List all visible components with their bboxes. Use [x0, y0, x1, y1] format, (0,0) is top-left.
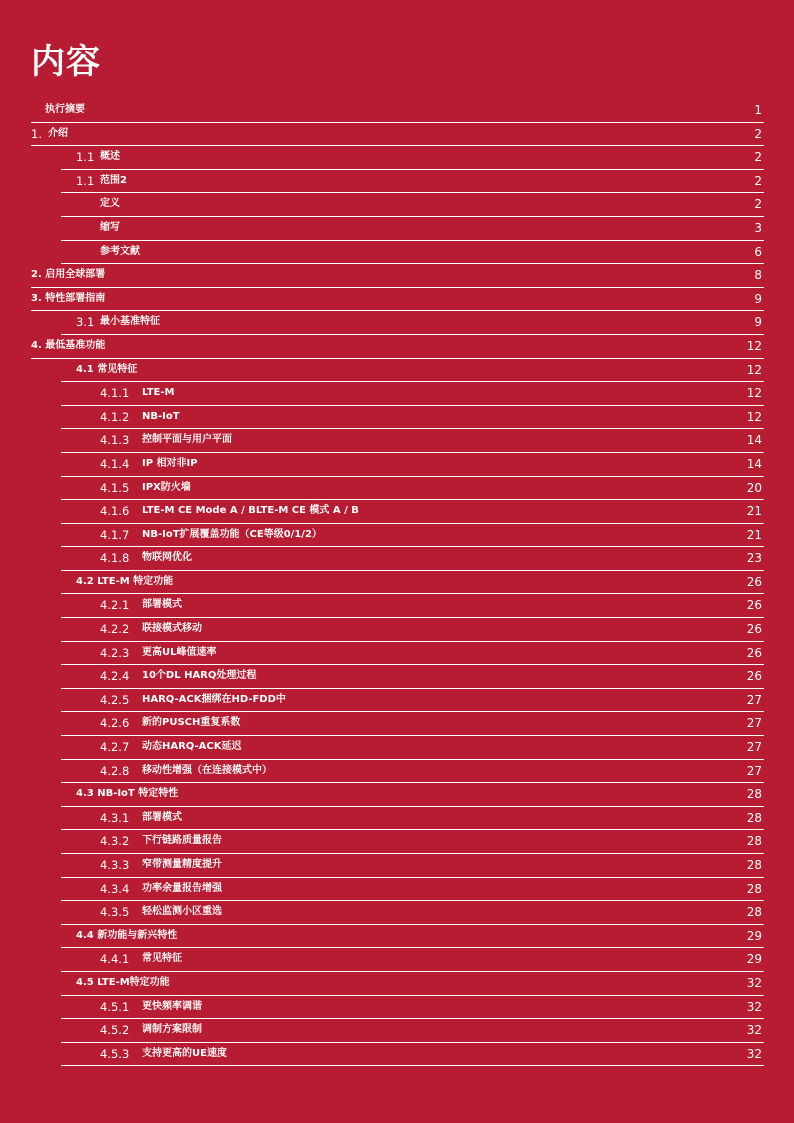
toc-entry-page: 12	[746, 409, 762, 424]
toc-entry-number: 4.1.3	[100, 433, 130, 448]
toc-entry-number: 4.3.2	[100, 834, 130, 849]
toc-entry-page: 28	[746, 834, 762, 849]
toc-entry[interactable]	[61, 665, 764, 689]
toc-entry-label: 4.1 常见特征	[76, 363, 138, 375]
toc-entry-number: 4.2.6	[100, 716, 130, 731]
toc-entry-page: 32	[746, 1023, 762, 1038]
toc-entry-number: 4.3.4	[100, 881, 130, 896]
toc-entry[interactable]	[61, 1043, 764, 1067]
toc-entry-label: 移动性增强（在连接模式中）	[142, 764, 272, 776]
toc-entry-label: 新的PUSCH重复系数	[142, 717, 241, 729]
toc-entry[interactable]	[61, 807, 764, 831]
toc-entry[interactable]	[61, 901, 764, 925]
toc-entry-label: 物联网优化	[142, 552, 192, 564]
toc-entry-label: 缩写	[100, 221, 120, 233]
toc-entry-page: 27	[746, 716, 762, 731]
toc-entry-label: 更高UL峰值速率	[142, 646, 217, 658]
toc-entry-label: 更快频率调谐	[142, 1000, 202, 1012]
toc-entry-label: HARQ-ACK捆绑在HD-FDD中	[142, 693, 286, 705]
toc-entry[interactable]	[61, 241, 764, 265]
toc-entry-number: 4.1.2	[100, 409, 130, 424]
toc-entry-label: 最小基准特征	[100, 316, 160, 328]
toc-entry-label: IP 相对非IP	[142, 457, 198, 469]
toc-entry-label: 概述	[100, 151, 120, 163]
toc-entry-label: LTE-M	[142, 387, 175, 399]
toc-entry-page: 2	[754, 126, 762, 141]
toc-entry[interactable]	[61, 878, 764, 902]
toc-entry[interactable]	[61, 406, 764, 430]
toc-entry-page: 26	[746, 645, 762, 660]
toc-entry-page: 27	[746, 740, 762, 755]
toc-entry-page: 26	[746, 598, 762, 613]
toc-entry-number: 4.5.3	[100, 1046, 130, 1061]
toc-entry[interactable]	[61, 712, 764, 736]
toc-entry[interactable]	[61, 453, 764, 477]
toc-entry-number: 4.2.5	[100, 692, 130, 707]
toc-entry-label: 常见特征	[142, 953, 182, 965]
toc-entry-page: 6	[754, 244, 762, 259]
toc-entry-label: 执行摘要	[45, 104, 85, 115]
toc-entry[interactable]	[61, 429, 764, 453]
toc-entry-label: 联接模式移动	[142, 623, 202, 635]
toc-entry-page: 28	[746, 858, 762, 872]
toc-entry[interactable]	[61, 547, 764, 571]
toc-entry-page: 8	[754, 268, 762, 283]
toc-entry-page: 29	[746, 928, 762, 943]
toc-entry-page: 27	[746, 763, 762, 778]
toc-entry-number: 4.1.4	[100, 456, 130, 471]
page-title: 内容	[31, 42, 101, 82]
toc-entry[interactable]	[61, 477, 764, 501]
toc-entry-label: 窄带测量精度提升	[142, 859, 222, 870]
toc-entry-number: 4.3.5	[100, 905, 130, 920]
toc-entry-label: LTE-M CE Mode A / BLTE-M CE 模式 A / B	[142, 505, 359, 517]
toc-entry-page: 28	[746, 810, 762, 825]
toc-entry-label: 4.2 LTE-M 特定功能	[76, 575, 174, 587]
toc-entry-label: 功率余量报告增强	[142, 882, 222, 894]
toc-entry[interactable]	[61, 170, 764, 194]
toc-entry-page: 3	[754, 220, 762, 235]
toc-entry-label: 2. 启用全球部署	[31, 269, 106, 281]
toc-entry-label: 4.3 NB-IoT 特定特性	[76, 788, 179, 800]
toc-entry-page: 12	[746, 386, 762, 401]
toc-entry-label: IPX防火墙	[142, 481, 191, 493]
toc-entry[interactable]	[61, 524, 764, 548]
toc-entry-number: 4.2.7	[100, 740, 130, 755]
toc-entry[interactable]	[61, 760, 764, 784]
toc-entry-number: 1.	[31, 126, 42, 141]
table-of-contents	[31, 99, 764, 1066]
toc-entry-label: 部署模式	[142, 811, 182, 823]
toc-entry-label: 定义	[100, 198, 120, 210]
toc-entry-number: 4.3.1	[100, 810, 130, 825]
toc-entry-page: 14	[746, 433, 762, 448]
toc-entry-label: 4. 最低基准功能	[31, 339, 106, 351]
toc-entry[interactable]	[31, 335, 764, 359]
toc-entry-label: NB-IoT扩展覆盖功能（CE等级0/1/2）	[142, 528, 322, 540]
toc-entry-label: NB-IoT	[142, 410, 180, 422]
toc-entry[interactable]	[61, 925, 764, 949]
toc-entry-number: 4.1.6	[100, 504, 130, 519]
toc-entry-page: 32	[746, 999, 762, 1014]
toc-entry-label: 参考文献	[100, 245, 140, 257]
toc-entry-number: 4.1.5	[100, 480, 130, 495]
toc-entry-page: 12	[746, 338, 762, 353]
toc-entry-label: 动态HARQ-ACK延迟	[142, 741, 242, 753]
toc-entry[interactable]	[61, 146, 764, 170]
toc-entry-page: 28	[746, 881, 762, 896]
toc-entry[interactable]	[61, 594, 764, 618]
toc-entry-label: 4.4 新功能与新兴特性	[76, 929, 178, 941]
toc-entry-label: 4.5 LTE-M特定功能	[76, 976, 170, 988]
toc-entry-page: 28	[746, 787, 762, 802]
toc-entry[interactable]	[61, 830, 764, 854]
toc-entry-page: 2	[754, 173, 762, 188]
toc-entry-page: 21	[746, 504, 762, 519]
toc-entry-number: 4.1.7	[100, 527, 130, 542]
toc-entry-number: 4.2.1	[100, 598, 130, 613]
toc-entry-number: 1.1	[76, 150, 95, 165]
toc-entry[interactable]	[31, 123, 764, 147]
toc-entry-label: 10个DL HARQ处理过程	[142, 670, 257, 682]
toc-entry-number: 4.2.2	[100, 622, 130, 637]
toc-entry[interactable]	[61, 193, 764, 217]
toc-entry-page: 21	[746, 527, 762, 542]
toc-entry-number: 4.5.2	[100, 1023, 130, 1038]
toc-entry[interactable]	[31, 288, 764, 312]
toc-entry-page: 2	[754, 197, 762, 212]
toc-entry-number: 4.4.1	[100, 952, 130, 967]
toc-entry-page: 14	[746, 456, 762, 471]
toc-entry-page: 28	[746, 905, 762, 920]
toc-entry-number: 4.2.4	[100, 669, 130, 684]
toc-entry-label: 下行链路质量报告	[142, 835, 222, 847]
toc-entry-label: 范围2	[100, 174, 127, 186]
toc-entry[interactable]	[61, 736, 764, 760]
toc-entry[interactable]	[61, 217, 764, 241]
toc-entry-page: 1	[754, 103, 762, 117]
toc-entry[interactable]	[61, 382, 764, 406]
toc-entry-number: 4.5.1	[100, 999, 130, 1014]
toc-entry[interactable]	[61, 500, 764, 524]
toc-entry-number: 4.3.3	[100, 858, 130, 872]
toc-entry-label: 轻松监测小区重选	[142, 906, 222, 918]
toc-entry-page: 20	[746, 480, 762, 495]
toc-entry[interactable]	[61, 311, 764, 335]
toc-entry-number: 4.2.8	[100, 763, 130, 778]
toc-entry-page: 32	[746, 975, 762, 990]
toc-entry-number: 4.2.3	[100, 645, 130, 660]
toc-entry-number: 4.1.8	[100, 551, 130, 566]
toc-entry-number: 1.1	[76, 173, 95, 188]
toc-entry[interactable]	[61, 1019, 764, 1043]
toc-entry[interactable]	[31, 264, 764, 288]
toc-entry-label: 支持更高的UE速度	[142, 1047, 227, 1059]
toc-entry[interactable]	[61, 618, 764, 642]
toc-entry-page: 26	[746, 669, 762, 684]
toc-entry[interactable]	[61, 571, 764, 595]
toc-entry-page: 23	[746, 551, 762, 566]
toc-entry[interactable]	[61, 783, 764, 807]
toc-entry-label: 部署模式	[142, 599, 182, 611]
toc-entry[interactable]	[31, 99, 764, 123]
toc-entry-page: 29	[746, 952, 762, 967]
toc-entry-label: 3. 特性部署指南	[31, 292, 106, 304]
toc-entry-page: 9	[754, 291, 762, 306]
toc-entry-page: 12	[746, 362, 762, 377]
toc-entry-label: 控制平面与用户平面	[142, 434, 232, 446]
toc-entry[interactable]	[61, 948, 764, 972]
toc-entry-label: 介绍	[48, 127, 68, 139]
toc-entry-page: 2	[754, 150, 762, 165]
toc-entry[interactable]	[61, 996, 764, 1020]
toc-entry-page: 26	[746, 622, 762, 637]
toc-entry[interactable]	[61, 972, 764, 996]
toc-entry[interactable]	[61, 359, 764, 383]
toc-entry-page: 26	[746, 574, 762, 589]
toc-entry[interactable]	[61, 689, 764, 713]
toc-entry-number: 4.1.1	[100, 386, 130, 401]
toc-entry-page: 27	[746, 692, 762, 707]
toc-entry[interactable]	[61, 854, 764, 878]
toc-entry[interactable]	[61, 642, 764, 666]
toc-entry-page: 32	[746, 1046, 762, 1061]
toc-entry-label: 调制方案限制	[142, 1024, 202, 1036]
toc-entry-page: 9	[754, 315, 762, 330]
toc-entry-number: 3.1	[76, 315, 95, 330]
